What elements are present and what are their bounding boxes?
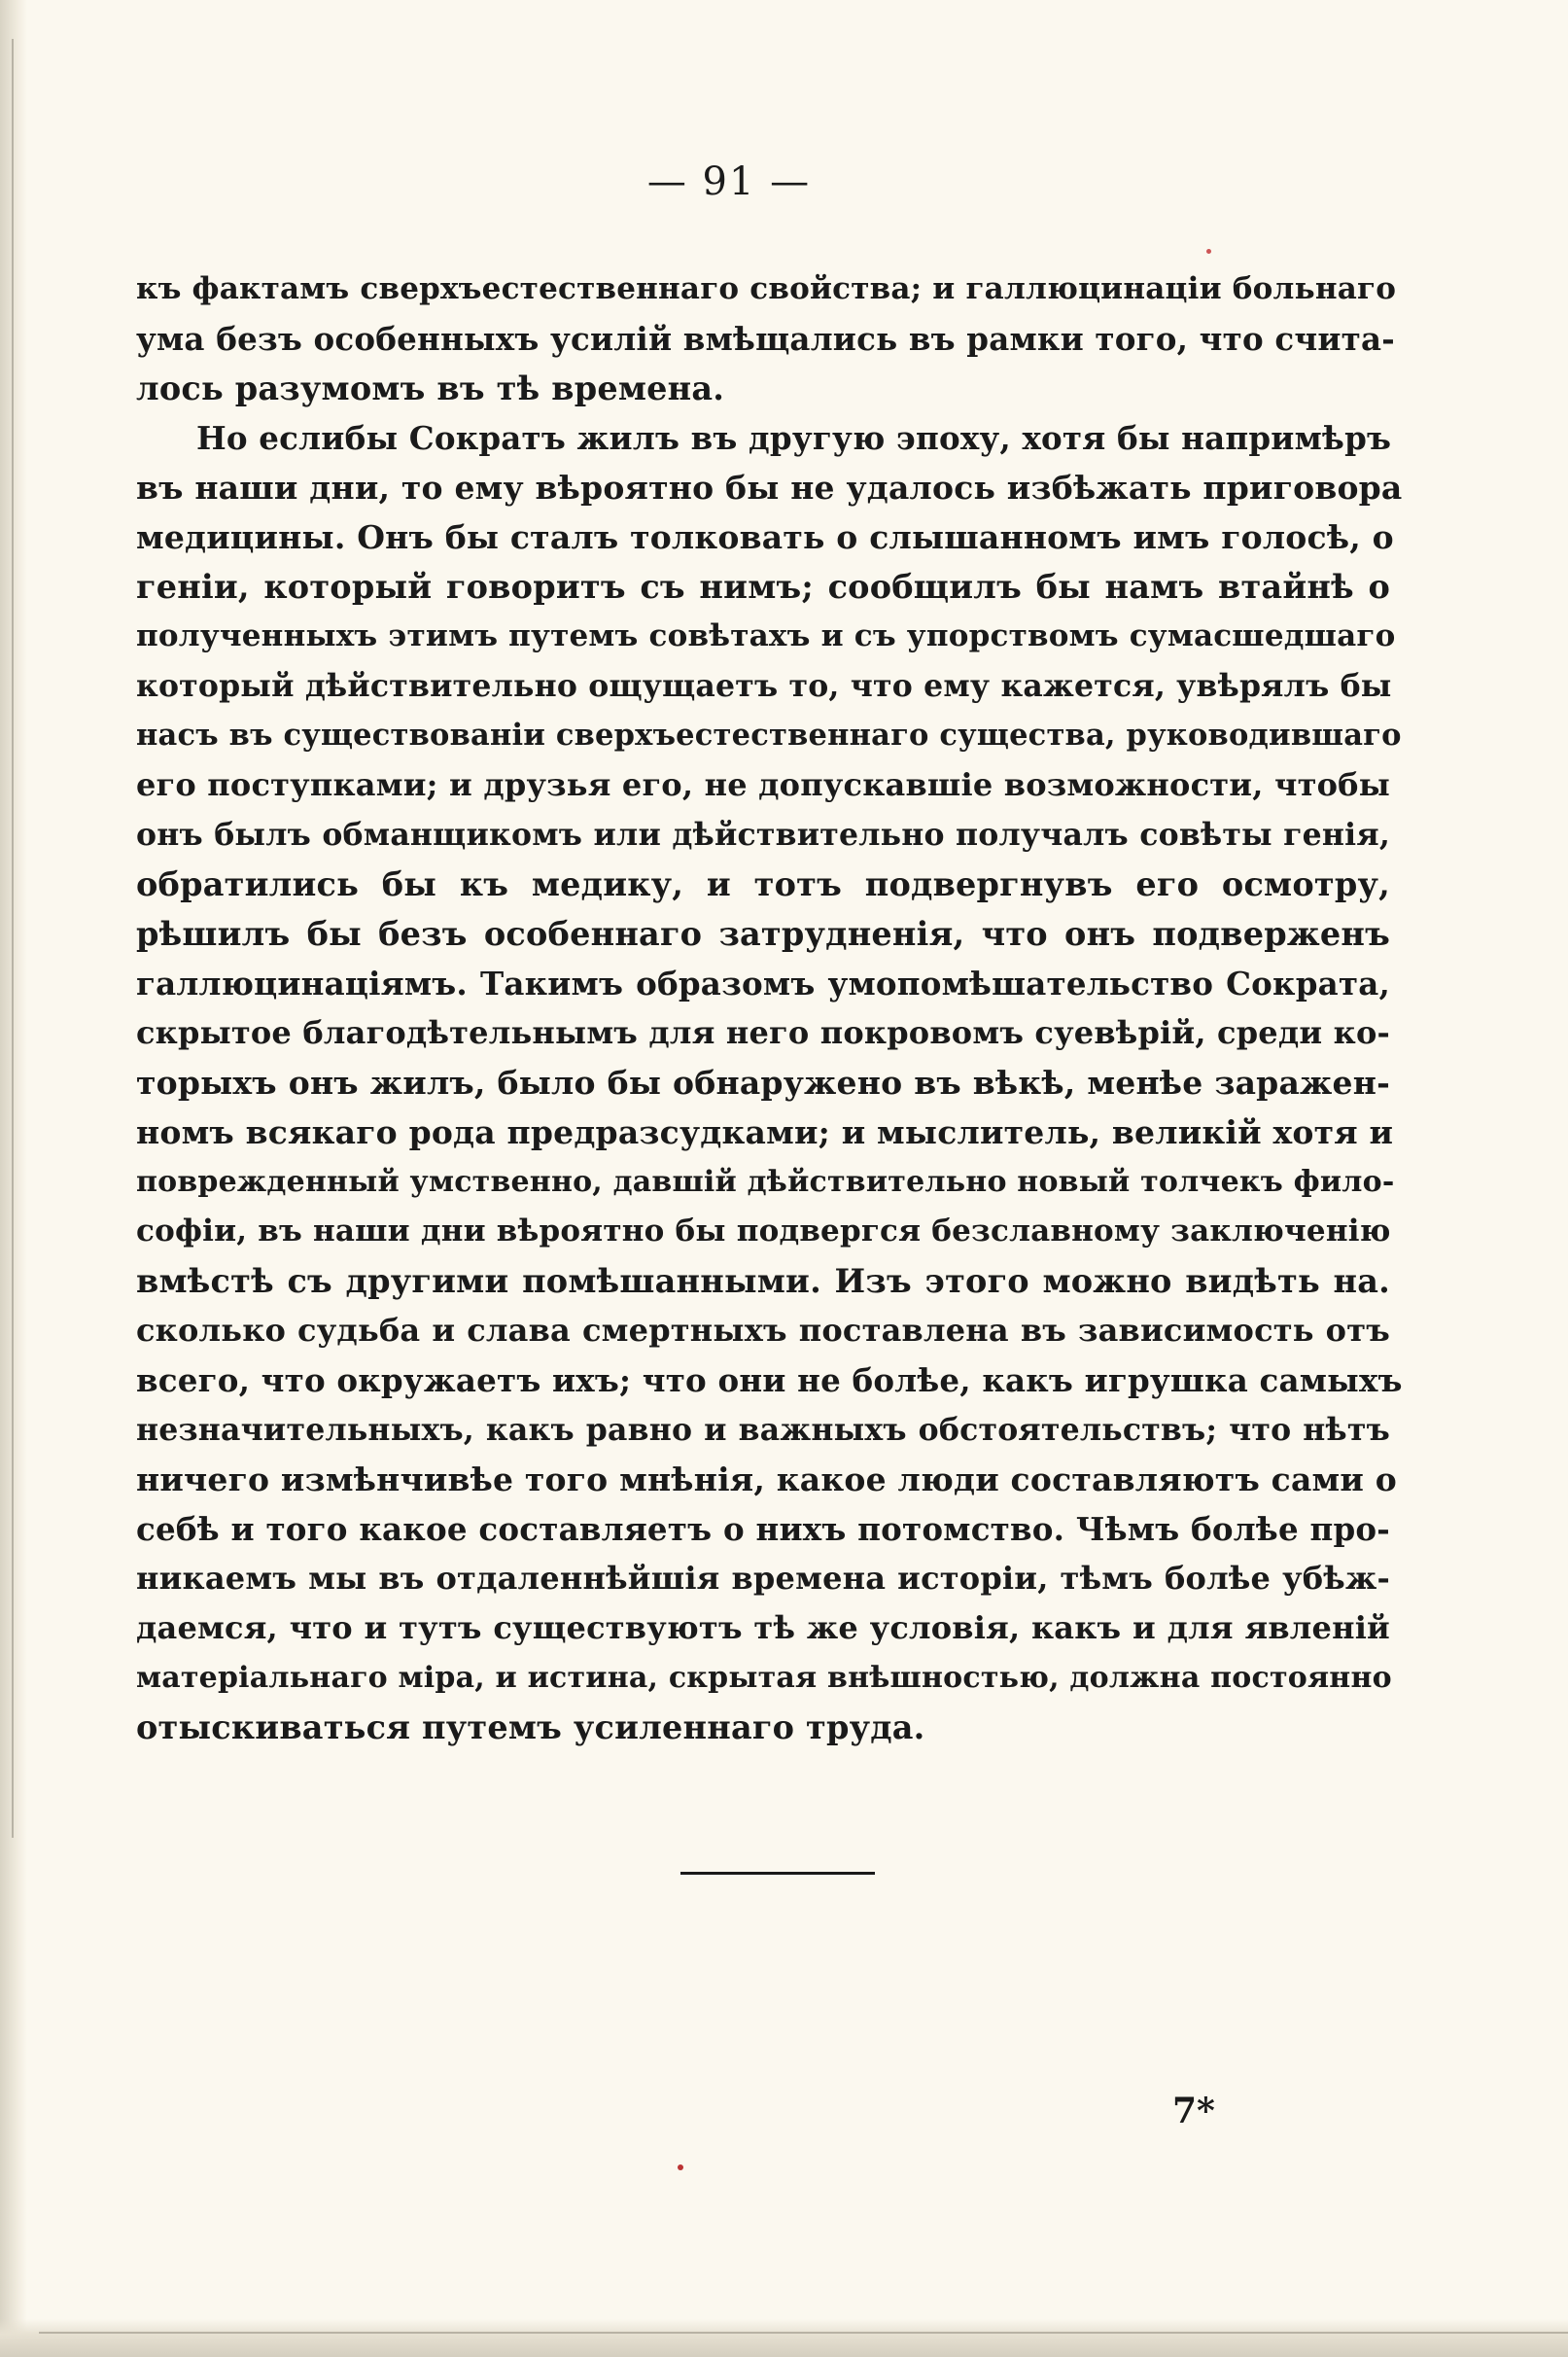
text-line: обратились бы къ медику, и тотъ подвергнувъ его осмотру, (136, 865, 1390, 903)
page-bottom-border (39, 2332, 1568, 2334)
text-line: вмѣстѣ съ другими помѣшанными. Изъ этого можно видѣть на. (136, 1262, 1390, 1300)
binding-crease (12, 39, 14, 1838)
page-number-header: — 91 — (646, 159, 812, 204)
text-line: къ фактамъ сверхъестественнаго свойства; и галлюцинаціи больнаго (136, 271, 1397, 306)
bleed-through-text (632, 1711, 1332, 2120)
text-line: медицины. Онъ бы сталъ толковать о слышанномъ имъ голосѣ, о (136, 518, 1394, 556)
text-line: въ наши дни, то ему вѣроятно бы не удалось избѣжать приговора (136, 469, 1403, 507)
text-line: никаемъ мы въ отдаленнѣйшія времена исторіи, тѣмъ болѣе убѣж- (136, 1560, 1390, 1597)
body-text (136, 264, 1403, 1752)
text-line: ума безъ особенныхъ усилій вмѣщались въ рамки того, что счита- (136, 320, 1395, 358)
printer-signature-mark: 7* (1172, 2091, 1215, 2131)
ink-speck (1206, 249, 1211, 254)
text-line: софіи, въ наши дни вѣроятно бы подвергся безславному заключенію (136, 1214, 1391, 1249)
text-line: рѣшилъ бы безъ особеннаго затрудненія, что онъ подверженъ (136, 915, 1390, 953)
text-line: матеріальнаго міра, и истина, скрытая внѣшностью, должна постоянно (136, 1661, 1392, 1695)
text-line: который дѣйствительно ощущаетъ то, что ему кажется, увѣрялъ бы (136, 668, 1392, 704)
text-line: торыхъ онъ жилъ, было бы обнаружено въ вѣкѣ, менѣе заражен- (136, 1064, 1390, 1102)
text-line: галлюцинаціямъ. Такимъ образомъ умопомѣшательство Сократа, (136, 965, 1390, 1003)
text-line: даемся, что и тутъ существуютъ тѣ же условія, какъ и для явленій (136, 1609, 1390, 1646)
text-line: насъ въ существованіи сверхъестественнаго существа, руководившаго (136, 718, 1402, 753)
text-line: себѣ и того какое составляетъ о нихъ потомство. Чѣмъ болѣе про- (136, 1510, 1390, 1548)
text-line: номъ всякаго рода предразсудками; и мыслитель, великій хотя и (136, 1113, 1394, 1151)
binding-shadow (0, 0, 27, 2357)
text-line: лось разумомъ въ тѣ времена. (136, 369, 725, 407)
text-line: всего, что окружаетъ ихъ; что они не болѣе, какъ игрушка самыхъ (136, 1361, 1403, 1399)
text-line: отыскиваться путемъ усиленнаго труда. (136, 1708, 925, 1746)
ink-speck (678, 2164, 683, 2170)
text-line: полученныхъ этимъ путемъ совѣтахъ и съ упорствомъ сумасшедшаго (136, 618, 1396, 653)
text-line: сколько судьба и слава смертныхъ поставлена въ зависимость отъ (136, 1312, 1390, 1349)
text-line: геніи, который говоритъ съ нимъ; сообщилъ бы намъ втайнѣ о (136, 568, 1390, 606)
page-bottom-edge (0, 2319, 1568, 2357)
text-line: поврежденный умственно, давшій дѣйствительно новый толчекъ фило- (136, 1165, 1395, 1199)
text-line: Но еслибы Сократъ жилъ въ другую эпоху, хотя бы напримѣръ (196, 419, 1392, 457)
text-line: онъ былъ обманщикомъ или дѣйствительно получалъ совѣты генія, (136, 817, 1390, 853)
text-line: скрытое благодѣтельнымъ для него покровомъ суевѣрій, среди ко- (136, 1014, 1390, 1051)
text-line: его поступками; и друзья его, не допускавшіе возможности, чтобы (136, 766, 1390, 803)
section-separator-rule (680, 1872, 875, 1875)
text-line: незначительныхъ, какъ равно и важныхъ обстоятельствъ; что нѣтъ (136, 1412, 1390, 1448)
text-line: ничего измѣнчивѣе того мнѣнія, какое люди составляютъ сами о (136, 1460, 1397, 1498)
